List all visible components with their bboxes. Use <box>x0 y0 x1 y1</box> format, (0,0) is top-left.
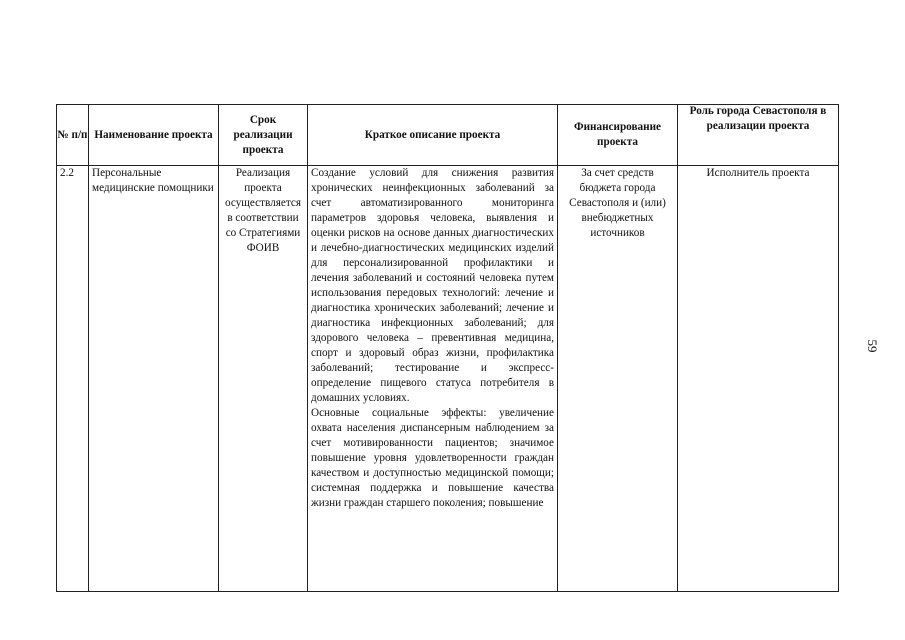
header-num: № п/п <box>57 105 89 166</box>
desc-paragraph-1: Создание условий для снижения развития хронических неинфекционных заболеваний за счет автоматизированного мониторинга параметров здоровья человека, выявления и оценки рисков на основе данных диагностических и лечебно-диагностических медицинских изделий для персонализированной профилактики и лечения заболеваний и состояний человека путем использования передовых технологий: лечение и диагностика хронических заболеваний; лечение и диагностика инфекционных заболеваний; для здорового человека – превентивная медицина, спорт и здоровый образ жизни, профилактика заболеваний; тестирование и экспресс-определение пищевого статуса потребителя в домашних условиях. <box>311 167 554 404</box>
cell-finance: За счет средств бюджета города Севастополя и (или) внебюджетных источников <box>558 166 678 592</box>
header-desc: Краткое описание проекта <box>308 105 558 166</box>
table-header-row <box>57 105 839 166</box>
header-name: Наименование проекта <box>89 105 219 166</box>
desc-paragraph-2: Основные социальные эффекты: увеличение охвата населения диспансерным наблюдением за счет мотивированности пациентов; значимое повышение уровня удовлетворенности граждан качеством и доступностью медицинской помощи; системная поддержка и повышение качества жизни граждан старшего поколения; повышение <box>311 407 554 509</box>
table-row <box>57 166 839 592</box>
project-table <box>56 104 839 592</box>
cell-term: Реализация проекта осуществляется в соответствии со Стратегиями ФОИВ <box>219 166 308 592</box>
header-role <box>678 105 839 166</box>
cell-name: Персональные медицинские помощники <box>89 166 219 592</box>
cell-role: Исполнитель проекта <box>678 166 839 592</box>
header-finance: Финансирование проекта <box>558 105 678 166</box>
page-number: 59 <box>865 339 880 353</box>
header-role-text: Роль города Севастополя в реализации проекта <box>689 105 827 132</box>
header-term: Срок реализации проекта <box>219 105 308 166</box>
cell-num: 2.2 <box>57 166 89 592</box>
cell-desc <box>308 166 558 592</box>
